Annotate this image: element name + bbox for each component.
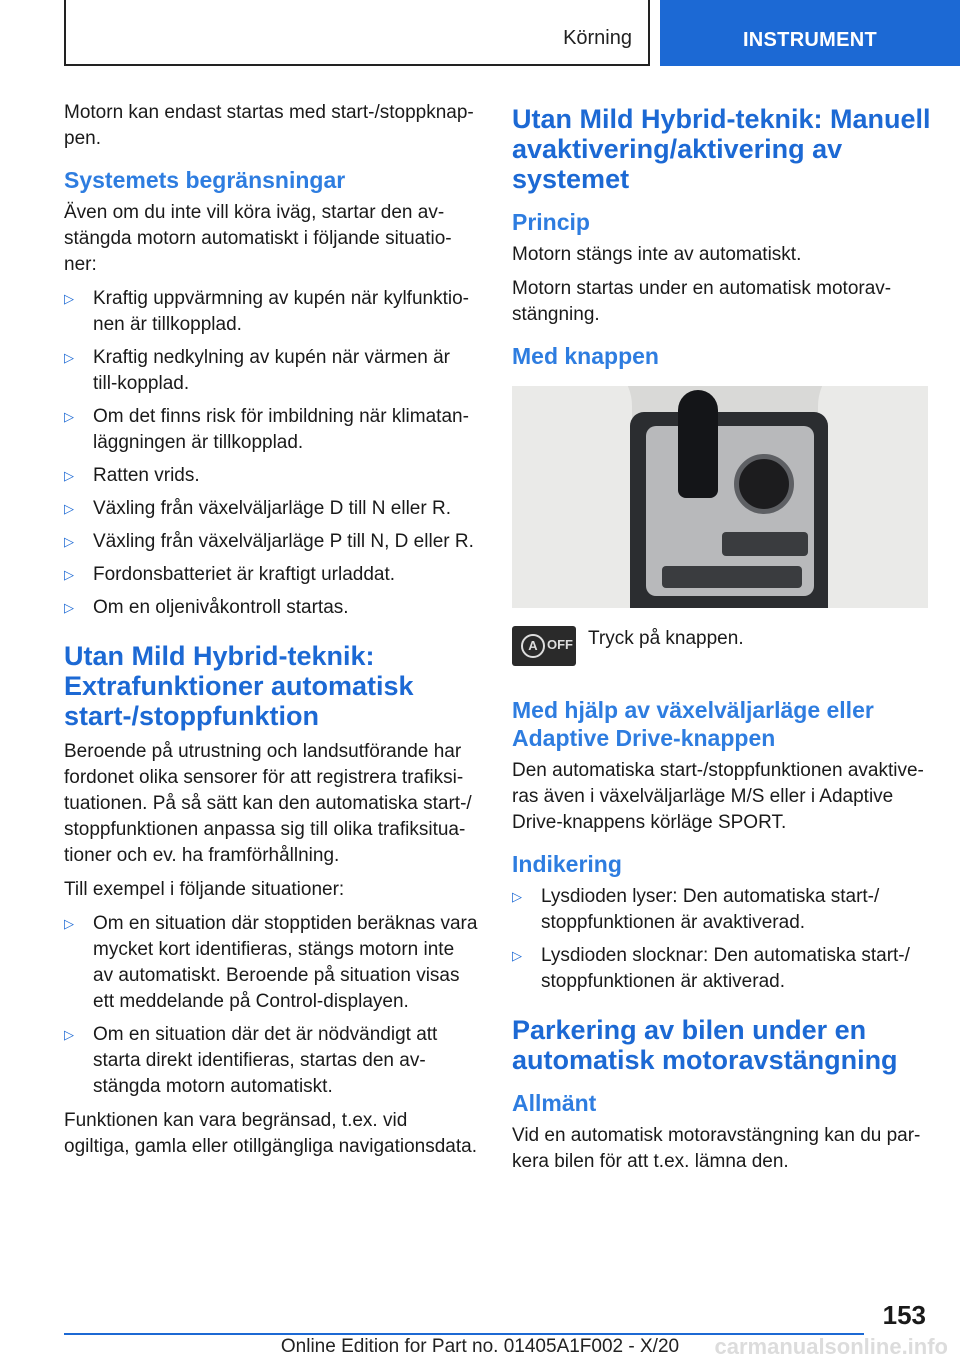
list-item: ▷ Om en situation där stopptiden beräknas vara mycket kort identifieras, stängs motorn inte av automatiskt. Beroende på situation visas ett meddelande på Control-displayen. bbox=[64, 913, 478, 1012]
triangle-bullet-icon: ▷ bbox=[64, 600, 74, 615]
triangle-bullet-icon: ▷ bbox=[64, 501, 74, 516]
triangle-bullet-icon: ▷ bbox=[64, 567, 74, 582]
chapter-title: Körning bbox=[563, 27, 632, 49]
list-item: ▷ Växling från växelväljarläge D till N eller R. bbox=[64, 496, 478, 522]
header-chapter-box bbox=[64, 0, 650, 66]
center-console-photo bbox=[512, 386, 928, 608]
paragraph-extra-functions: Beroende på utrustning och landsutförande har fordonet olika sensorer för att registrera trafiksi-tuationen. På så sätt kan den automatiska start-/ stoppfunktionen anpassa sig till olika trafiksitua-tioner och ev. ha framförhållning. bbox=[64, 741, 472, 866]
auto-start-stop-off-icon: A OFF bbox=[512, 626, 576, 666]
heading-general: Allmänt bbox=[512, 1090, 597, 1116]
paragraph-general: Vid en automatisk motoravstängning kan du par-kera bilen för att t.ex. lämna den. bbox=[512, 1125, 921, 1172]
list-item: ▷ Fordonsbatteriet är kraftigt urladdat. bbox=[64, 562, 478, 588]
section-tab bbox=[660, 0, 960, 66]
triangle-bullet-icon: ▷ bbox=[512, 948, 522, 963]
triangle-bullet-icon: ▷ bbox=[64, 1027, 74, 1042]
page-number: 153 bbox=[882, 1300, 926, 1330]
section-title: INSTRUMENT bbox=[742, 29, 878, 51]
triangle-bullet-icon: ▷ bbox=[512, 889, 522, 904]
paragraph-limitation: Funktionen kan vara begränsad, t.ex. vid ogiltiga, gamla eller otillgängliga navigationsdata. bbox=[64, 1110, 477, 1157]
gear-selector-lever bbox=[678, 390, 718, 498]
triangle-bullet-icon: ▷ bbox=[64, 291, 74, 306]
triangle-bullet-icon: ▷ bbox=[64, 409, 74, 424]
examples-list bbox=[64, 911, 478, 1100]
right-column bbox=[512, 100, 932, 1183]
paragraph-start-stop-button: Motorn kan endast startas med start-/stoppknap-pen. bbox=[64, 102, 474, 149]
heading-system-limits: Systemets begränsningar bbox=[64, 167, 346, 193]
watermark: carmanualsonline.info bbox=[714, 1334, 948, 1359]
list-item: ▷ Lysdioden lyser: Den automatiska start-/ stoppfunktionen är avaktiverad. bbox=[512, 886, 880, 933]
list-item: ▷ Ratten vrids. bbox=[64, 463, 478, 489]
heading-extra-functions: Utan Mild Hybrid-teknik: Extrafunktioner automatisk start-/stoppfunktion bbox=[64, 641, 414, 731]
paragraph-examples-intro: Till exempel i följande situationer: bbox=[64, 879, 345, 900]
list-item: ▷ Om det finns risk för imbildning när klimatan-läggningen är tillkopplad. bbox=[64, 406, 469, 453]
list-item: ▷ Om en situation där det är nödvändigt att starta direkt identifieras, startas den av-stängda motorn automatiskt. bbox=[64, 1024, 438, 1097]
list-item: ▷ Kraftig nedkylning av kupén när värmen är till-kopplad. bbox=[64, 347, 450, 394]
button-instruction-text: Tryck på knappen. bbox=[588, 628, 744, 649]
triangle-bullet-icon: ▷ bbox=[64, 468, 74, 483]
heading-indication: Indikering bbox=[512, 851, 622, 877]
paragraph-principle-2: Motorn startas under en automatisk motorav-stängning. bbox=[512, 278, 892, 325]
paragraph-principle-1: Motorn stängs inte av automatiskt. bbox=[512, 244, 802, 265]
triangle-bullet-icon: ▷ bbox=[64, 916, 74, 931]
button-instruction bbox=[512, 626, 932, 674]
triangle-bullet-icon: ▷ bbox=[64, 350, 74, 365]
heading-selector-adaptive: Med hjälp av växelväljarläge eller Adaptive Drive-knappen bbox=[512, 697, 874, 751]
list-item: ▷ Om en oljenivåkontroll startas. bbox=[64, 595, 478, 621]
limits-list bbox=[64, 286, 478, 621]
heading-parking: Parkering av bilen under en automatisk motoravstängning bbox=[512, 1015, 898, 1075]
list-item: ▷ Växling från växelväljarläge P till N, D eller R. bbox=[64, 529, 478, 555]
list-item: ▷ Lysdioden slocknar: Den automatiska start-/ stoppfunktionen är aktiverad. bbox=[512, 945, 910, 992]
controller-knob bbox=[734, 454, 794, 514]
footer-edition: Online Edition for Part no. 01405A1F002 - X/20 bbox=[280, 1336, 680, 1357]
left-column bbox=[64, 100, 478, 1168]
paragraph-selector-adaptive: Den automatiska start-/stoppfunktionen avaktive-ras även i växelväljarläge M/S eller i Adaptive Drive-knappens körläge SPORT. bbox=[512, 760, 924, 833]
triangle-bullet-icon: ▷ bbox=[64, 534, 74, 549]
heading-with-button: Med knappen bbox=[512, 343, 659, 369]
heading-principle: Princip bbox=[512, 209, 590, 235]
heading-manual-deactivation: Utan Mild Hybrid-teknik: Manuell avaktivering/aktivering av systemet bbox=[512, 104, 931, 194]
indication-list bbox=[512, 884, 932, 995]
list-item: ▷ Kraftig uppvärmning av kupén när kylfunktio-nen är tillkopplad. bbox=[64, 288, 469, 335]
paragraph-system-limits: Även om du inte vill köra iväg, startar den av-stängda motorn automatiskt i följande situatio-ner: bbox=[64, 202, 452, 275]
